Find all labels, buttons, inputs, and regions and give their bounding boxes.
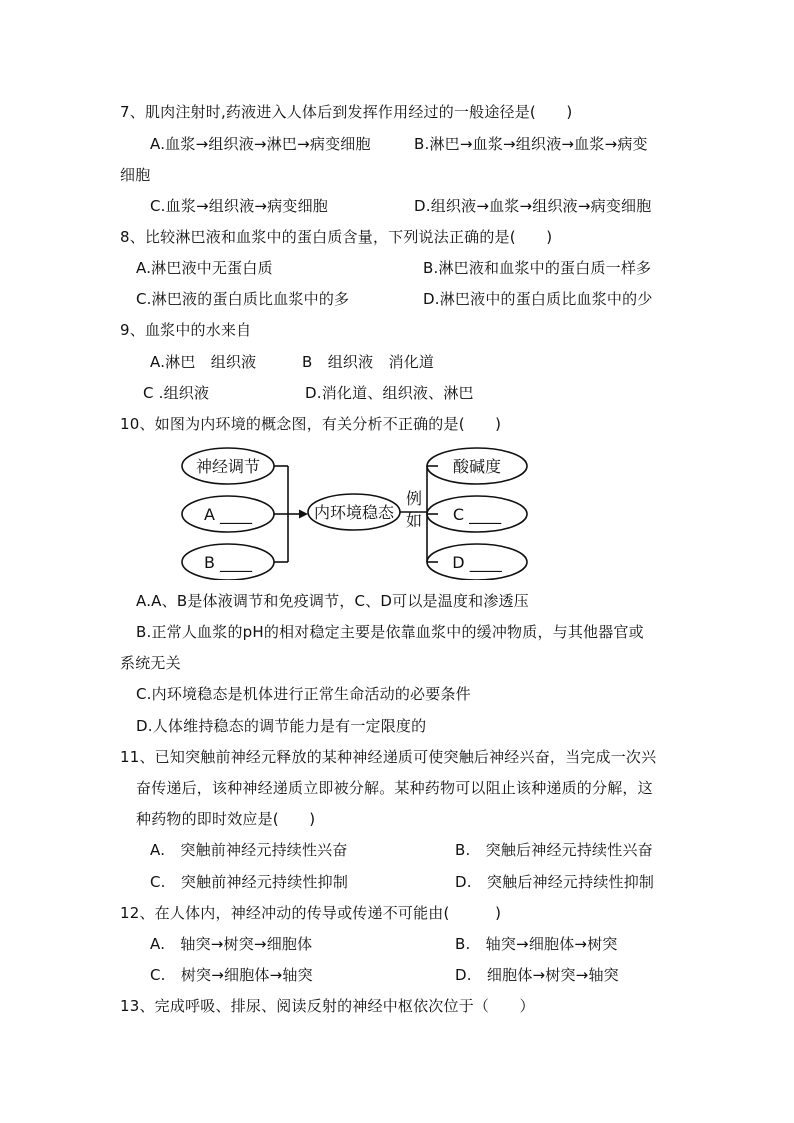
q7-option-b: B.淋巴→血浆→组织液→血浆→病变 [414,135,648,153]
q9-option-b: B 组织液 消化道 [302,353,435,371]
q9-stem: 9、血浆中的水来自 [120,321,252,339]
left-top-label: 神经调节 [195,457,261,476]
q9-option-a: A.淋巴 组织液 [150,353,257,371]
q13-stem: 13、完成呼吸、排尿、阅读反射的神经中枢依次位于（ ） [120,997,535,1015]
q9-option-c: C .组织液 [143,384,210,402]
q7-stem: 7、肌肉注射时,药液进入人体后到发挥作用经过的一般途径是( ) [120,103,573,121]
q12-option-a: A. 轴突→树突→细胞体 [150,935,313,953]
q12-option-d: D. 细胞体→树突→轴突 [455,966,619,984]
q11-option-a: A. 突触前神经元持续性兴奋 [150,841,348,859]
right-bot-label: D ____ [452,553,502,572]
homeostasis-concept-diagram [180,444,540,580]
q8-option-d: D.淋巴液中的蛋白质比血浆中的少 [423,290,653,308]
q8-option-a: A.淋巴液中无蛋白质 [136,259,273,277]
q11-option-c: C. 突触前神经元持续性抑制 [150,873,349,891]
q7-option-a: A.血浆→组织液→淋巴→病变细胞 [150,135,371,153]
arrowhead-to-center [299,510,308,519]
q12-option-b: B. 轴突→细胞体→树突 [455,935,618,953]
q11-stem-line-3: 种药物的即时效应是( ) [136,810,316,828]
q10-option-d: D.人体维持稳态的调节能力是有一定限度的 [136,717,427,735]
q8-option-c: C.淋巴液的蛋白质比血浆中的多 [136,290,350,308]
q12-option-c: C. 树突→细胞体→轴突 [150,966,313,984]
q7-option-c: C.血浆→组织液→病变细胞 [150,197,328,215]
right-mid-label: C ____ [452,505,502,524]
q12-stem: 12、在人体内，神经冲动的传导或传递不可能由( ) [120,904,502,922]
q11-option-d: D. 突触后神经元持续性抑制 [455,873,655,891]
q10-stem: 10、如图为内环境的概念图，有关分析不正确的是( ) [120,415,502,433]
q11-option-b: B. 突触后神经元持续性兴奋 [455,841,653,859]
center-label: 内环境稳态 [313,503,395,522]
q9-option-d: D.消化道、组织液、淋巴 [305,384,474,402]
q8-stem: 8、比较淋巴液和血浆中的蛋白质含量，下列说法正确的是( ) [120,228,553,246]
left-mid-label: A ____ [203,505,253,524]
right-top-label: 酸碱度 [452,457,502,476]
left-bot-label: B ____ [203,553,253,572]
example-label-1: 例 [405,489,423,508]
q10-option-b: B.正常人血浆的pH的相对稳定主要是依靠血浆中的缓冲物质，与其他器官或 [136,623,644,641]
q7-option-b-continued: 细胞 [120,166,151,184]
q7-option-d: D.组织液→血浆→组织液→病变细胞 [414,197,652,215]
q10-option-c: C.内环境稳态是机体进行正常生命活动的必要条件 [136,685,471,703]
q10-option-a: A.A、B是体液调节和免疫调节，C、D可以是温度和渗透压 [136,592,529,610]
q8-option-b: B.淋巴液和血浆中的蛋白质一样多 [423,259,652,277]
q10-option-b-continued: 系统无关 [120,654,181,672]
q11-stem-line-2: 奋传递后，该种神经递质立即被分解。某种药物可以阻止该种递质的分解，这 [136,779,653,797]
q11-stem-line-1: 11、已知突触前神经元释放的某种神经递质可使突触后神经兴奋，当完成一次兴 [120,748,657,766]
example-label-2: 如 [405,511,423,530]
